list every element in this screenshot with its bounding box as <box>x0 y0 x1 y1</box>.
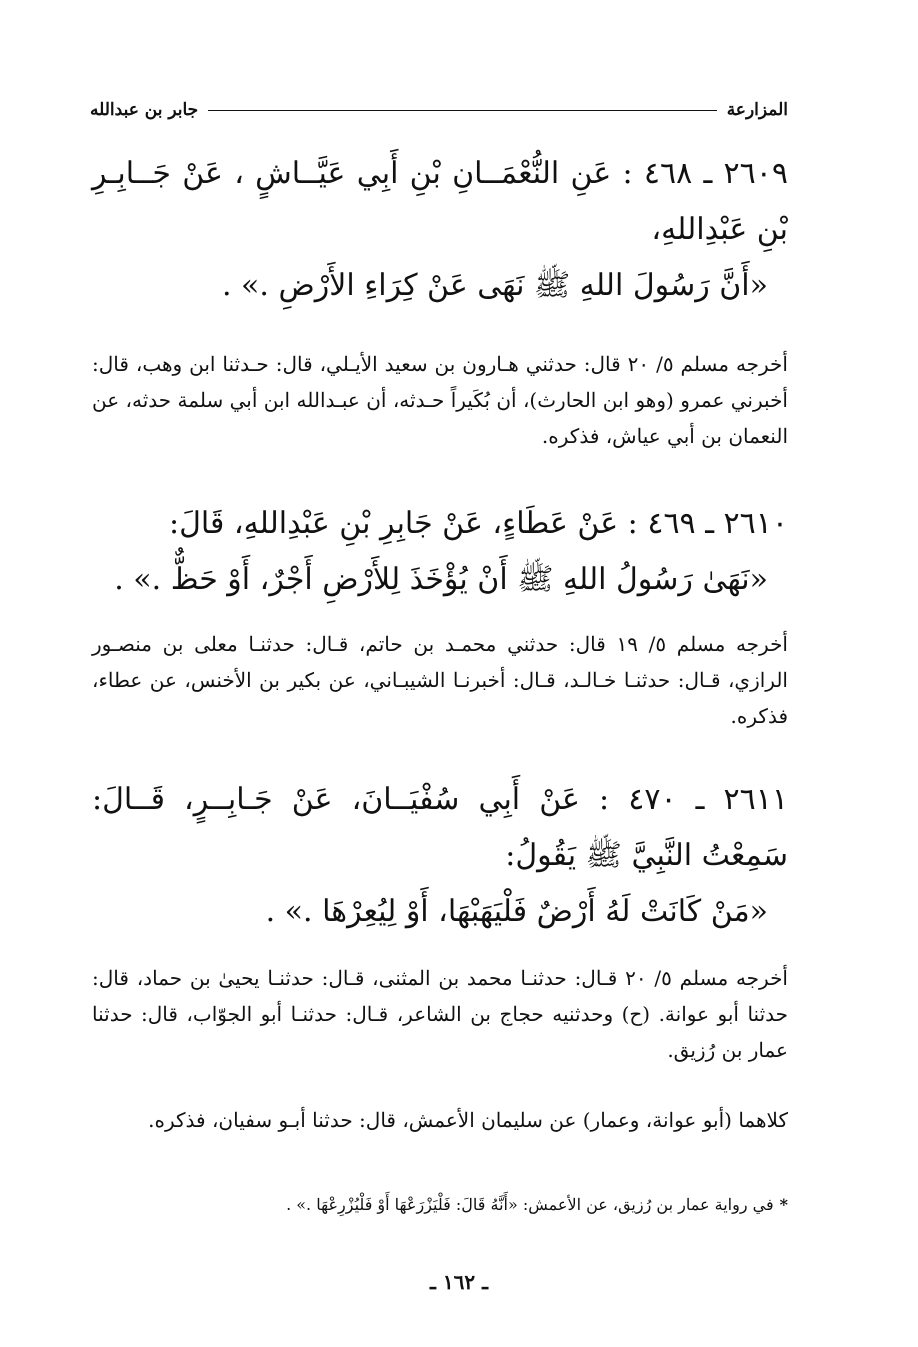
book-title: جابر بن عبدالله <box>90 100 199 120</box>
chapter-title: المزارعة <box>726 100 788 120</box>
hadith-isnad: ٢٦١٠ ـ ٤٦٩ : عَنْ عَطَاءٍ، عَنْ جَابِرِ بْنِ عَبْدِاللهِ، قَالَ: <box>168 506 788 541</box>
hadith-matn: «مَنْ كَانَتْ لَهُ أَرْضٌ فَلْيَهَبْهَا، أَوْ لِيُعِرْهَا .» . <box>265 894 768 929</box>
hadith-matn: «نَهَىٰ رَسُولُ اللهِ ﷺ أَنْ يُؤْخَذَ لِلأَرْضِ أَجْرٌ، أَوْ حَظٌّ .» . <box>114 562 768 597</box>
hadith-2610 <box>92 496 788 608</box>
running-header <box>90 96 788 124</box>
footnote-text: في رواية عمار بن رُزيق، عن الأعمش: «أَنَّهُ قَالَ: فَلْيَزْرَعْهَا أَوْ فَلْيُزْرِعْهَا .» . <box>286 1195 774 1214</box>
takhrij-2611-continued: كلاهما (أبو عوانة، وعمار) عن سليمان الأعمش، قال: حدثنا أبـو سفيان، فذكره. <box>148 1108 788 1132</box>
hadith-2611 <box>92 772 788 940</box>
page-number: ـ ١٦٢ ـ <box>430 1270 488 1294</box>
hadith-2609 <box>92 146 788 314</box>
takhrij-2610: أخرجه مسلم ٥/ ١٩ قال: حدثني محمـد بن حاتم، قـال: حدثنـا معلى بن منصـور الرازي، قـال: حدثنـا خـالـد، قـال: أخبرنـا الشيبـاني، عن بكير بن الأخنس، عن عطاء، فذكره. <box>92 632 788 728</box>
footnote <box>92 1192 788 1218</box>
header-rule <box>208 110 717 111</box>
hadith-isnad: ٢٦١١ ـ ٤٧٠ : عَنْ أَبِي سُفْيَــانَ، عَنْ جَـابِــرٍ، قَــالَ: سَمِعْتُ النَّبِيَّ ﷺ يَقُولُ: <box>92 782 788 873</box>
hadith-isnad: ٢٦٠٩ ـ ٤٦٨ : عَنِ النُّعْمَــانِ بْنِ أَبِي عَيَّــاشٍ ، عَنْ جَــابِـرِ بْنِ عَبْدِاللهِ، <box>92 156 788 247</box>
hadith-matn: «أَنَّ رَسُولَ اللهِ ﷺ نَهَى عَنْ كِرَاءِ الأَرْضِ .» . <box>221 268 768 303</box>
footnote-marker: * <box>779 1195 788 1214</box>
takhrij-2611: أخرجه مسلم ٥/ ٢٠ قـال: حدثنـا محمد بن المثنى، قـال: حدثنـا يحيىٰ بن حماد، قال: حدثنا أبو عوانة. (ح) وحدثنيه حجاج بن الشاعر، قـال: حدثنـا أبو الجوّاب، قال: حدثنا عمار بن رُزيق. <box>92 966 788 1062</box>
takhrij-2609: أخرجه مسلم ٥/ ٢٠ قال: حدثني هـارون بن سعيد الأيـلي، قال: حـدثنا ابن وهب، قال: أخبرني عمرو (وهو ابن الحارث)، أن بُكَيراً حـدثه، أن عبـدالله ابن أبي سلمة حدثه، عن النعمان بن أبي عياش، فذكره. <box>92 352 788 448</box>
